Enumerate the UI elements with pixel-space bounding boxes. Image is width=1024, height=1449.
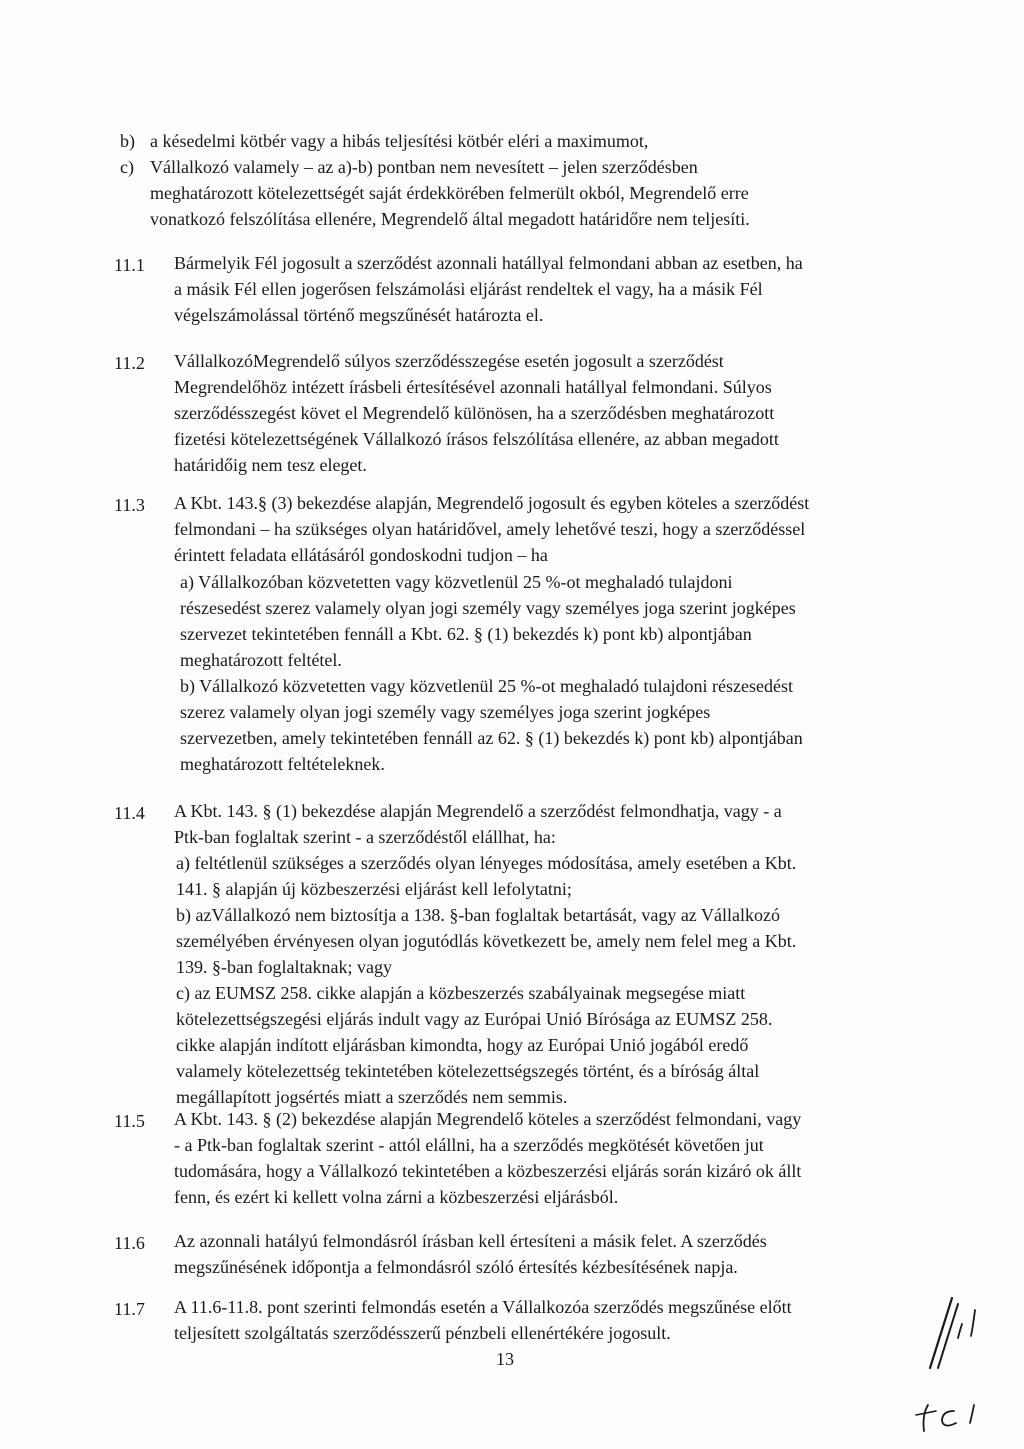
section-number-11-7: 11.7 xyxy=(114,1299,145,1319)
sub-item-line: b) Vállalkozó közvetetten vagy közvetlenül 25 %-ot meghaladó tulajdoni részesedést xyxy=(180,676,793,696)
section-line: Megrendelőhöz intézett írásbeli értesítésével azonnali hatállyal felmondani. Súlyos xyxy=(174,377,772,397)
sub-item-line: cikke alapján indított eljárásban kimondta, hogy az Európai Unió jogából eredő xyxy=(176,1035,749,1055)
item-c-text xyxy=(150,154,910,232)
section-line: Ptk-ban foglaltak szerint - a szerződéstől elállhat, ha: xyxy=(174,827,556,847)
sub-item-line: a) feltétlenül szükséges a szerződés olyan lényeges módosítása, amely esetében a Kbt. xyxy=(176,853,797,873)
section-number-11-6: 11.6 xyxy=(114,1233,145,1253)
section-line: A Kbt. 143. § (1) bekezdése alapján Megrendelő a szerződést felmondhatja, vagy - a xyxy=(174,801,782,821)
section-line: megszűnésének időpontja a felmondásról szóló értesítés kézbesítésének napja. xyxy=(174,1257,738,1277)
section-line: A 11.6-11.8. pont szerinti felmondás esetén a Vállalkozóa szerződés megszűnése előtt xyxy=(174,1297,792,1317)
item-c-line: vonatkozó felszólítása ellenére, Megrendelő által megadott határidőre nem teljesíti. xyxy=(150,209,750,229)
section-line: a másik Fél ellen jogerősen felszámolási eljárást rendeltek el vagy, ha a másik Fél xyxy=(174,279,763,299)
handwritten-initials-bottom xyxy=(910,1385,990,1435)
sub-item-line: 139. §-ban foglaltaknak; vagy xyxy=(176,957,392,977)
section-11-5-text xyxy=(174,1106,910,1210)
section-line: érintett feladata ellátásáról gondoskodni tudjon – ha xyxy=(174,545,548,565)
sub-item-line: meghatározott feltételeknek. xyxy=(180,754,385,774)
sub-item-line: c) az EUMSZ 258. cikke alapján a közbeszerzés szabályainak megsegése miatt xyxy=(176,983,746,1003)
section-11-6-text xyxy=(174,1228,910,1280)
section-11-4-text xyxy=(174,798,910,850)
item-b-text xyxy=(150,128,910,154)
section-number-11-2: 11.2 xyxy=(114,353,145,373)
section-line: A Kbt. 143. § (2) bekezdése alapján Megrendelő köteles a szerződést felmondani, vagy xyxy=(174,1109,802,1129)
section-11-1-text xyxy=(174,250,910,328)
section-number-11-4: 11.4 xyxy=(114,803,145,823)
section-number-11-5: 11.5 xyxy=(114,1111,145,1131)
section-number-11-3: 11.3 xyxy=(114,495,145,515)
section-line: Bármelyik Fél jogosult a szerződést azonnali hatállyal felmondani abban az esetben, ha xyxy=(174,253,803,273)
section-line: határidőig nem tesz eleget. xyxy=(174,455,367,475)
sub-item-line: kötelezettségszegési eljárás indult vagy az Európai Unió Bírósága az EUMSZ 258. xyxy=(176,1009,773,1029)
handwritten-initials-top xyxy=(900,1290,1000,1370)
page-number: 13 xyxy=(496,1349,514,1369)
sub-item-line: részesedést szerez valamely olyan jogi személy vagy személyes joga szerint jogképes xyxy=(180,598,796,618)
sub-item-line: a) Vállalkozóban közvetetten vagy közvetlenül 25 %-ot meghaladó tulajdoni xyxy=(180,572,733,592)
sub-item-line: megállapított jogsértés miatt a szerződés nem semmis. xyxy=(176,1087,568,1107)
section-11-4-sub-items xyxy=(176,850,900,1110)
section-line: - a Ptk-ban foglaltak szerint - attól elállni, ha a szerződés megkötését követően jut xyxy=(174,1135,764,1155)
section-line: teljesített szolgáltatás szerződésszerű pénzbeli ellenértékére jogosult. xyxy=(174,1323,671,1343)
item-c-line: meghatározott kötelezettségét saját érdekkörében felmerült okból, Megrendelő erre xyxy=(150,183,749,203)
section-line: felmondani – ha szükséges olyan határidővel, amely lehetővé teszi, hogy a szerződéssel xyxy=(174,519,806,539)
section-11-2-text xyxy=(174,348,910,478)
section-number-11-1: 11.1 xyxy=(114,255,145,275)
section-line: fizetési kötelezettségének Vállalkozó írásos felszólítása ellenére, az abban megadott xyxy=(174,429,779,449)
section-11-7-text xyxy=(174,1294,910,1346)
section-11-3-text xyxy=(174,490,910,568)
section-line: tudomására, hogy a Vállalkozó tekintetében a közbeszerzési eljárás során kizáró ok állt xyxy=(174,1161,802,1181)
sub-item-line: szerez valamely olyan jogi személy vagy személyes joga szerint jogképes xyxy=(180,702,711,722)
item-label-c: c) xyxy=(120,157,134,177)
section-line: végelszámolással történő megszűnését határozta el. xyxy=(174,305,544,325)
sub-item-line: szervezetben, amely tekintetében fennáll az 62. § (1) bekezdés k) pont kb) alpontjában xyxy=(180,728,803,748)
section-line: Az azonnali hatályú felmondásról írásban kell értesíteni a másik felet. A szerződés xyxy=(174,1231,767,1251)
sub-item-line: személyében érvényesen olyan jogutódlás következett be, amely nem felel meg a Kbt. xyxy=(176,931,797,951)
item-c-line: Vállalkozó valamely – az a)-b) pontban nem nevesített – jelen szerződésben xyxy=(150,157,698,177)
section-line: VállalkozóMegrendelő súlyos szerződésszegése esetén jogosult a szerződést xyxy=(174,351,724,371)
section-11-3-sub-b xyxy=(180,673,900,777)
sub-item-line: valamely kötelezettség tekintetében kötelezettségszegés történt, és a bíróság által xyxy=(176,1061,760,1081)
section-line: fenn, és ezért ki kellett volna zárni a közbeszerzési eljárásból. xyxy=(174,1187,619,1207)
section-11-3-sub-a xyxy=(180,569,900,673)
sub-item-line: b) azVállalkozó nem biztosítja a 138. §-ban foglaltak betartását, vagy az Vállalkozó xyxy=(176,905,780,925)
section-line: A Kbt. 143.§ (3) bekezdése alapján, Megrendelő jogosult és egyben köteles a szerződést xyxy=(174,493,810,513)
sub-item-line: meghatározott feltétel. xyxy=(180,650,342,670)
item-label-b: b) xyxy=(120,131,135,151)
sub-item-line: 141. § alapján új közbeszerzési eljárást kell lefolytatni; xyxy=(176,879,572,899)
section-line: szerződésszegést követ el Megrendelő különösen, ha a szerződésben meghatározott xyxy=(174,403,775,423)
sub-item-line: szervezet tekintetében fennáll a Kbt. 62. § (1) bekezdés k) pont kb) alpontjában xyxy=(180,624,752,644)
item-b-line: a késedelmi kötbér vagy a hibás teljesítési kötbér eléri a maximumot, xyxy=(150,131,649,151)
